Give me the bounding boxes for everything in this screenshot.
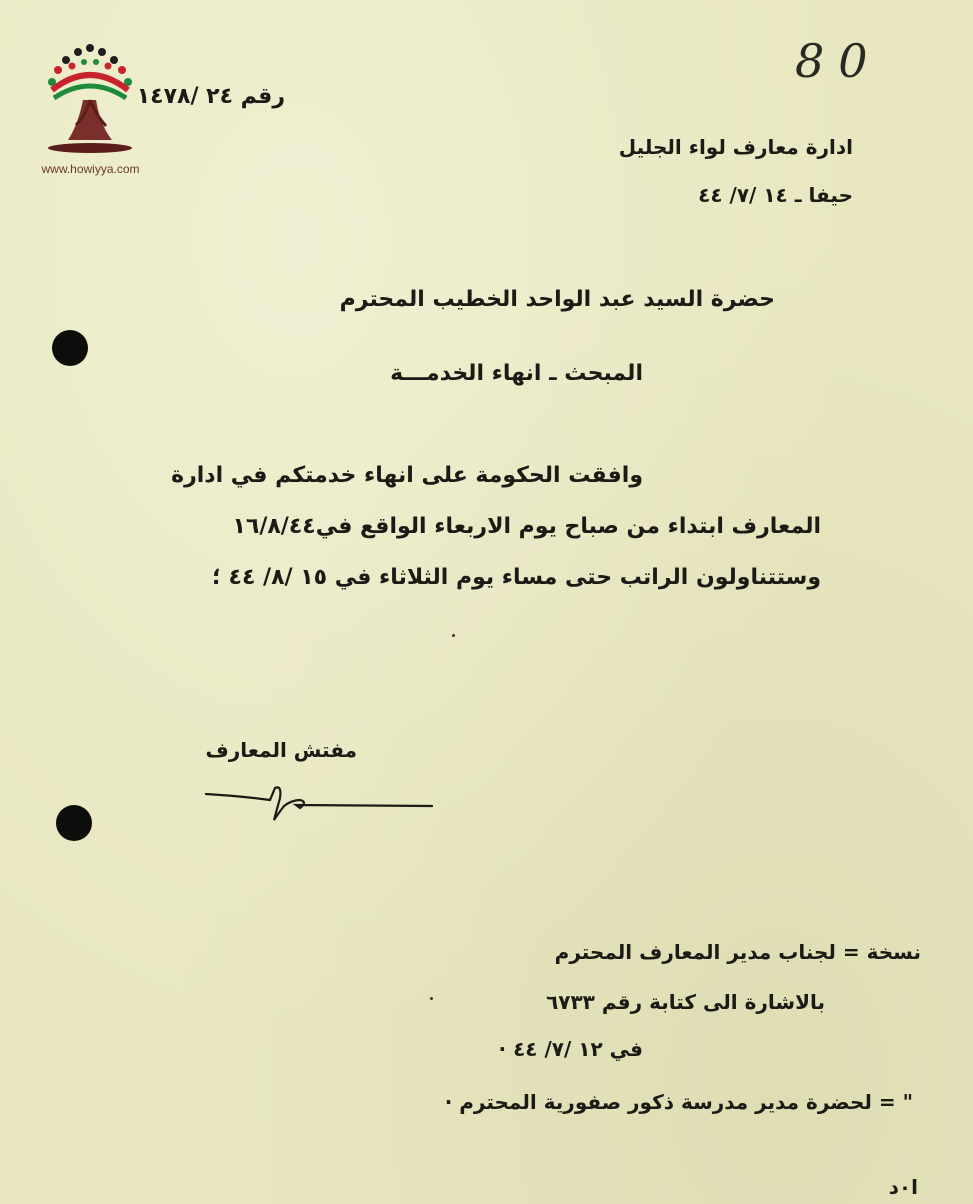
signature-mark — [200, 780, 450, 830]
footer-mark: ا٠د — [888, 1175, 918, 1199]
paper-speck — [452, 634, 455, 637]
reference-number: رقم ٢٤ /١٤٧٨ — [136, 84, 285, 109]
howiyya-logo — [28, 40, 153, 180]
signatory-title: مفتش المعارف — [205, 738, 357, 762]
logo-url[interactable]: www.howiyya.com — [41, 162, 140, 176]
sender-place-date: حيفا ـ ١٤ /٧/ ٤٤ — [698, 183, 853, 207]
paper-speck — [430, 997, 433, 1000]
tree-logo-icon — [28, 40, 153, 160]
copy-line-4: " = لحضرة مدير مدرسة ذكور صفورية المحترم · — [444, 1090, 913, 1114]
subject: المبحث ـ انهاء الخدمـــة — [390, 361, 643, 386]
body-line-2: المعارف ابتداء من صباح يوم الاربعاء الواقع في١٦/٨/٤٤ — [232, 514, 821, 539]
punch-hole-top — [52, 330, 88, 366]
copy-line-3: في ١٢ /٧/ ٤٤ · — [498, 1037, 643, 1061]
punch-hole-bottom — [56, 805, 92, 841]
sender-office: ادارة معارف لواء الجليل — [618, 135, 853, 159]
handwritten-page-number: 80 — [795, 34, 882, 88]
addressee: حضرة السيد عبد الواحد الخطيب المحترم — [339, 287, 775, 312]
copy-line-1: نسخة = لجناب مدير المعارف المحترم — [554, 940, 921, 964]
body-line-3: وستتناولون الراتب حتى مساء يوم الثلاثاء في ١٥ /٨/ ٤٤ ؛ — [212, 565, 821, 590]
body-line-1: وافقت الحكومة على انهاء خدمتكم في ادارة — [171, 463, 643, 488]
copy-line-2: بالاشارة الى كتابة رقم ٦٧٣٣ — [546, 990, 825, 1014]
